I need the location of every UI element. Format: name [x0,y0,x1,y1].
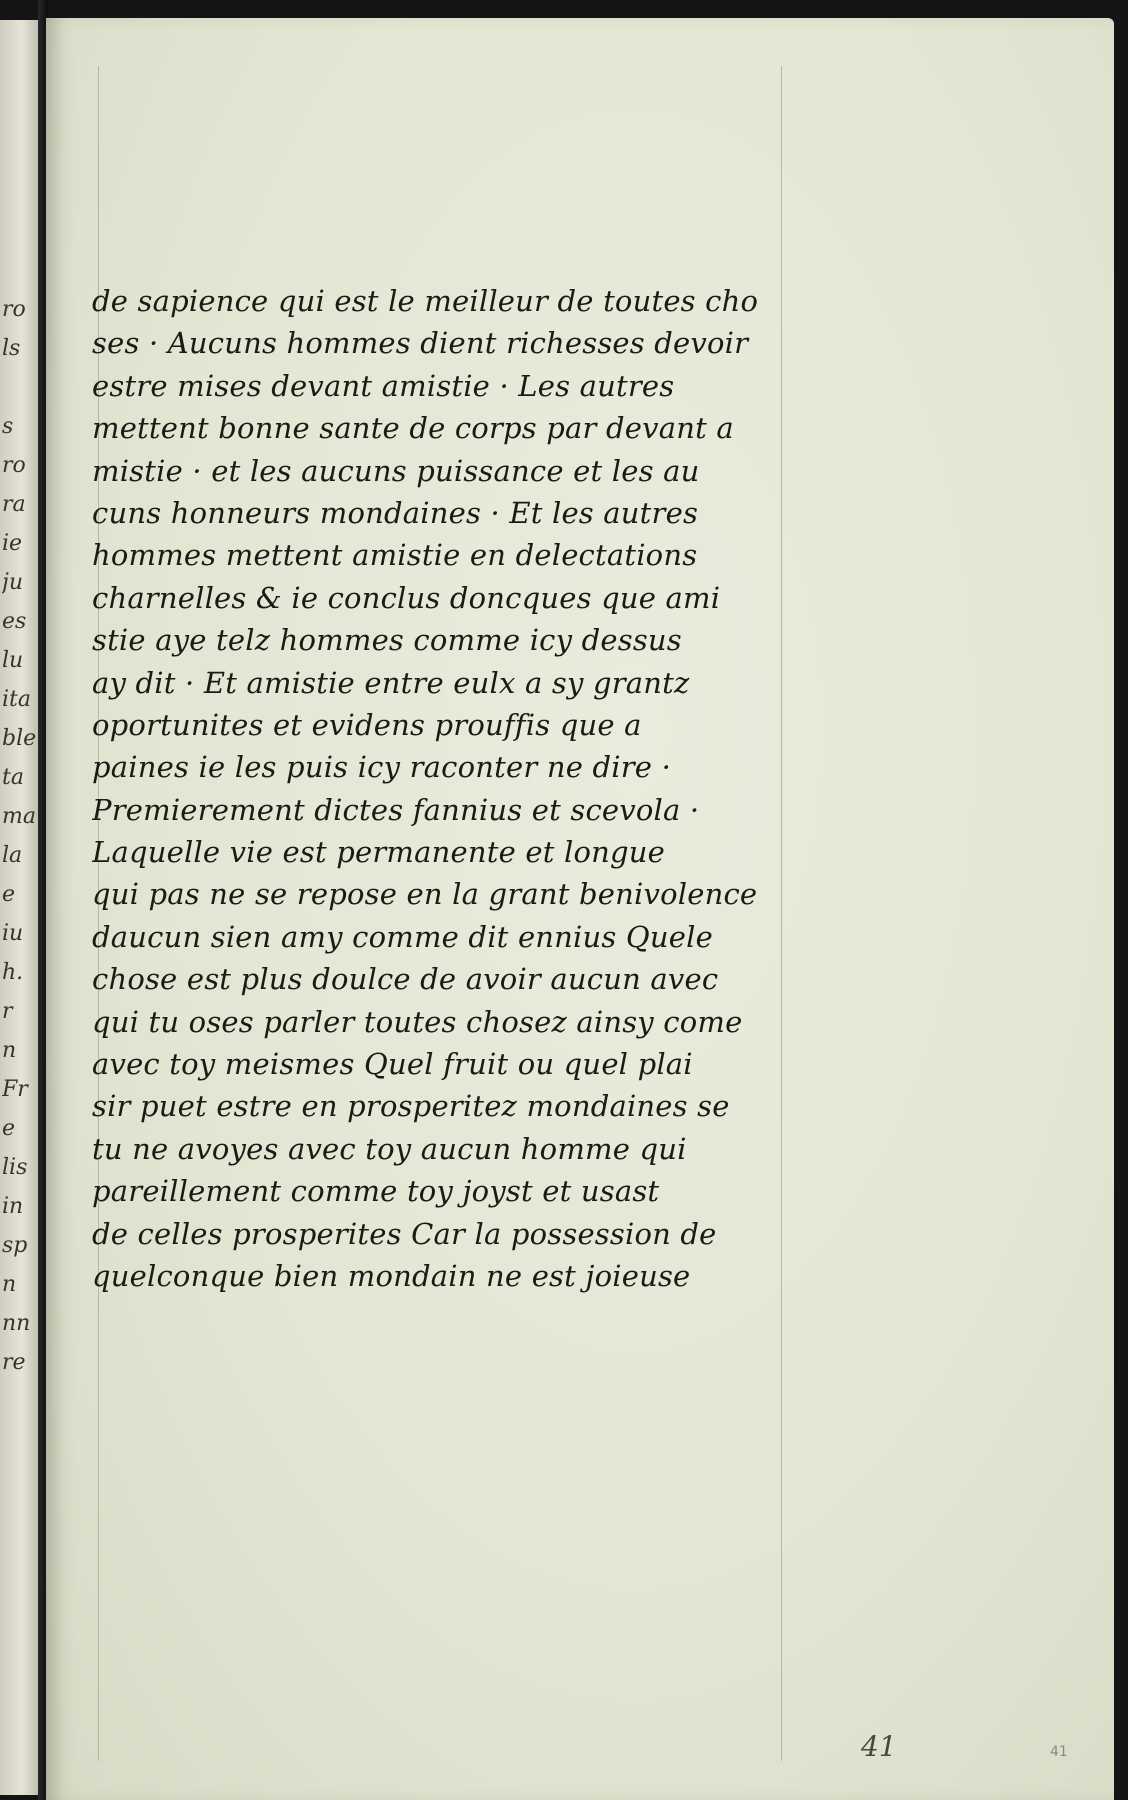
facing-line: re [2,1350,26,1375]
facing-line: ie [2,531,23,556]
facing-line: es [2,609,27,634]
text-line: ses · Aucuns hommes dient richesses devoir [92,326,749,361]
facing-line: ro [2,453,26,478]
facing-line: in [2,1194,24,1219]
manuscript-folio [46,18,1114,1800]
facing-line: n [2,1272,17,1297]
text-line: paines ie les puis icy raconter ne dire · [92,750,671,785]
facing-line: h. [2,960,24,985]
text-line: qui tu oses parler toutes chosez ainsy come [92,1004,743,1039]
facing-line: iu [2,921,24,946]
text-line: charnelles & ie conclus doncques que ami [92,580,721,615]
facing-line: s [2,414,14,439]
text-line: qui pas ne se repose en la grant benivolence [92,877,758,912]
facing-line: e [2,1116,16,1141]
facing-line: la [2,843,23,868]
text-line: pareillement comme toy joyst et usast [92,1174,660,1209]
text-line: mistie · et les aucuns puissance et les au [92,453,700,488]
facing-line: lu [2,648,24,673]
facing-line: n [2,1038,17,1063]
facing-line: lis [2,1155,28,1180]
text-line: stie aye telz hommes comme icy dessus [92,623,682,658]
text-line: de sapience qui est le meilleur de toutes cho [92,284,759,318]
facing-line: ra [2,492,26,517]
text-line: hommes mettent amistie en delectations [92,538,698,573]
text-line: cuns honneurs mondaines · Et les autres [92,495,699,530]
facing-line: ju [2,570,23,595]
facing-line: e [2,882,16,907]
facing-line: Fr [2,1077,28,1102]
text-line: oportunites et evidens prouffis que a [92,707,642,742]
facing-line: ble [2,726,37,751]
facing-line: ita [2,687,31,712]
text-line: Premierement dictes fannius et scevola · [92,792,700,827]
facing-line [2,368,40,407]
pencil-foliation: 41 [1050,1744,1068,1760]
facing-line: sp [2,1233,28,1258]
text-line: estre mises devant amistie · Les autres [92,368,675,403]
text-line: de celles prosperites Car la possession de [92,1216,717,1251]
text-line: sir puet estre en prosperitez mondaines se [92,1089,730,1124]
text-line: daucun sien amy comme dit ennius Quele [92,919,713,954]
facing-line: ta [2,765,24,790]
text-line: ay dit · Et amistie entre eulx a sy grantz [92,665,690,700]
text-line: tu ne avoyes avec toy aucun homme qui [92,1131,687,1166]
text-line: mettent bonne sante de corps par devant a [92,411,734,446]
text-line: chose est plus doulce de avoir aucun avec [92,962,719,997]
facing-page-edge [0,20,40,1795]
facing-line: nn [2,1311,31,1336]
facing-page-text [2,290,40,1382]
folio-number: 41 [861,1730,897,1763]
facing-line: r [2,999,13,1024]
text-line: avec toy meismes Quel fruit ou quel plai [92,1047,693,1082]
facing-line: ma [2,804,36,829]
facing-line: ro [2,297,26,322]
manuscript-text-block [92,280,812,1297]
facing-line: ls [2,336,21,361]
text-line: quelconque bien mondain ne est joieuse [92,1258,691,1293]
text-line: Laquelle vie est permanente et longue [92,835,666,870]
